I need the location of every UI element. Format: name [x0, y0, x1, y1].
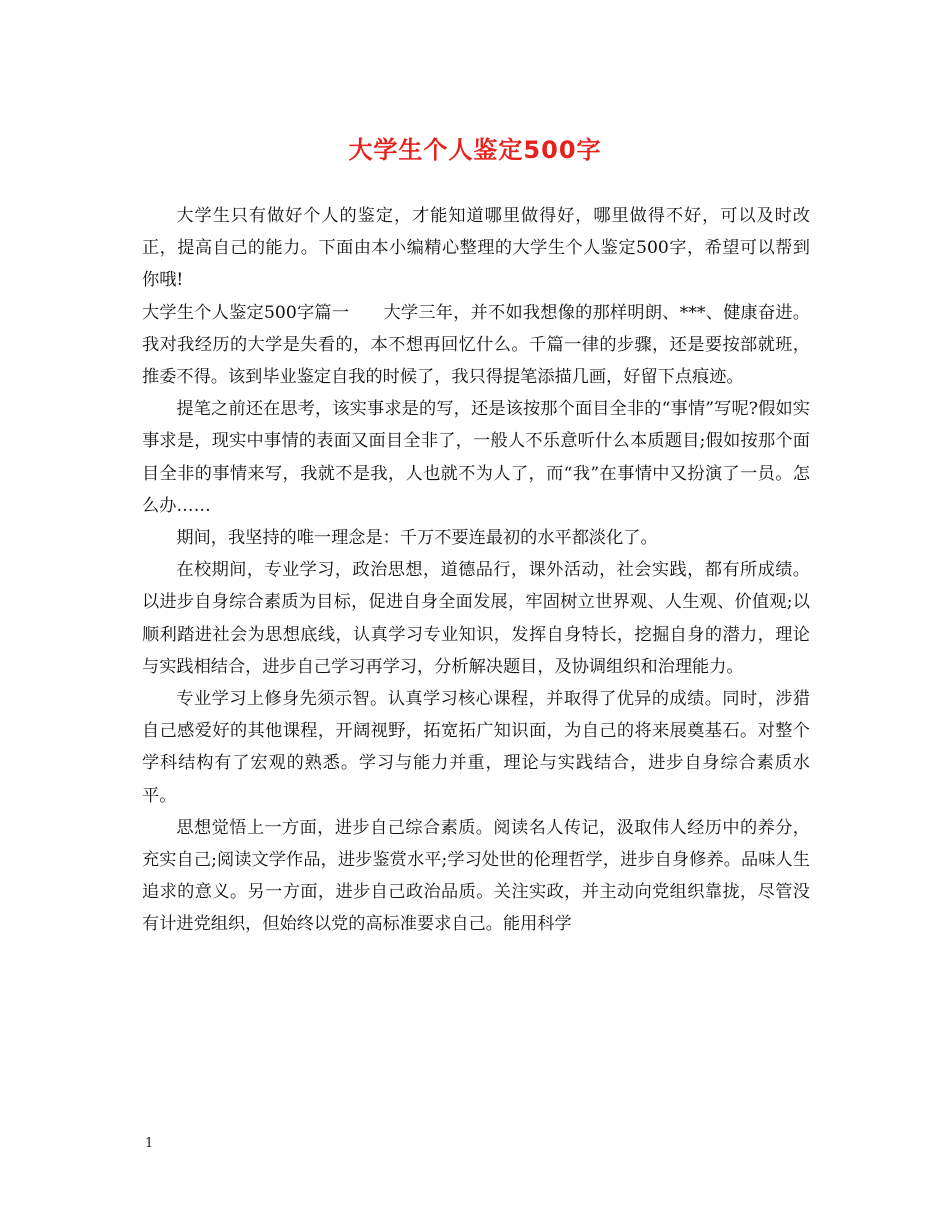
section-first-paragraph: 大学三年，并不如我想像的那样明朗、***、健康奋进。我对我经历的大学是失看的，本不想再回忆什么。千篇一律的步骤，还是要按部就班，推委不得。该到毕业鉴定自我的时候了，我只得提笔添描几画，好留下点痕迹。	[142, 302, 810, 388]
body-paragraph: 期间，我坚持的唯一理念是：千万不要连最初的水平都淡化了。	[176, 528, 658, 549]
document-body	[142, 200, 810, 941]
section-paragraph	[142, 297, 810, 394]
document-title: 大学生个人鉴定500字	[348, 136, 602, 164]
intro-paragraph: 大学生只有做好个人的鉴定，才能知道哪里做得好，哪里做得不好，可以及时改正，提高自己的能力。下面由本小编精心整理的大学生个人鉴定500字，希望可以帮到你哦!	[142, 206, 810, 291]
section-heading: 大学生个人鉴定500字篇一	[142, 302, 350, 323]
body-paragraph: 提笔之前还在思考，该实事求是的写，还是该按那个面目全非的“事情”写呢?假如实事求是，现实中事情的表面又面目全非了，一般人不乐意听什么本质题目;假如按那个面目全非的事情来写，我就不是我，人也就不为人了，而“我”在事情中又扮演了一员。怎么办……	[142, 399, 810, 516]
body-paragraph: 专业学习上修身先须示智。认真学习核心课程，并取得了优异的成绩。同时，涉猎自己感爱好的其他课程，开阔视野，拓宽拓广知识面，为自己的将来展奠基石。对整个学科结构有了宏观的熟悉。学习与能力并重，理论与实践结合，进步自身综合素质水平。	[142, 689, 810, 806]
page-number: 1	[145, 1136, 154, 1151]
body-paragraph: 思想觉悟上一方面，进步自己综合素质。阅读名人传记，汲取伟人经历中的养分，充实自己;阅读文学作品，进步鉴赏水平;学习处世的伦理哲学，进步自身修养。品味人生追求的意义。另一方面，进步自己政治品质。关注实政，并主动向党组织靠拢，尽管没有计进党组织，但始终以党的高标准要求自己。能用科学	[142, 817, 810, 935]
body-paragraph: 在校期间，专业学习，政治思想，道德品行，课外活动，社会实践，都有所成绩。以进步自身综合素质为目标，促进自身全面发展，牢固树立世界观、人生观、价值观;以顺利踏进社会为思想底线，认真学习专业知识，发挥自身特长，挖掘自身的潜力，理论与实践相结合，进步自己学习再学习，分析解决题目，及协调组织和治理能力。	[142, 560, 810, 677]
